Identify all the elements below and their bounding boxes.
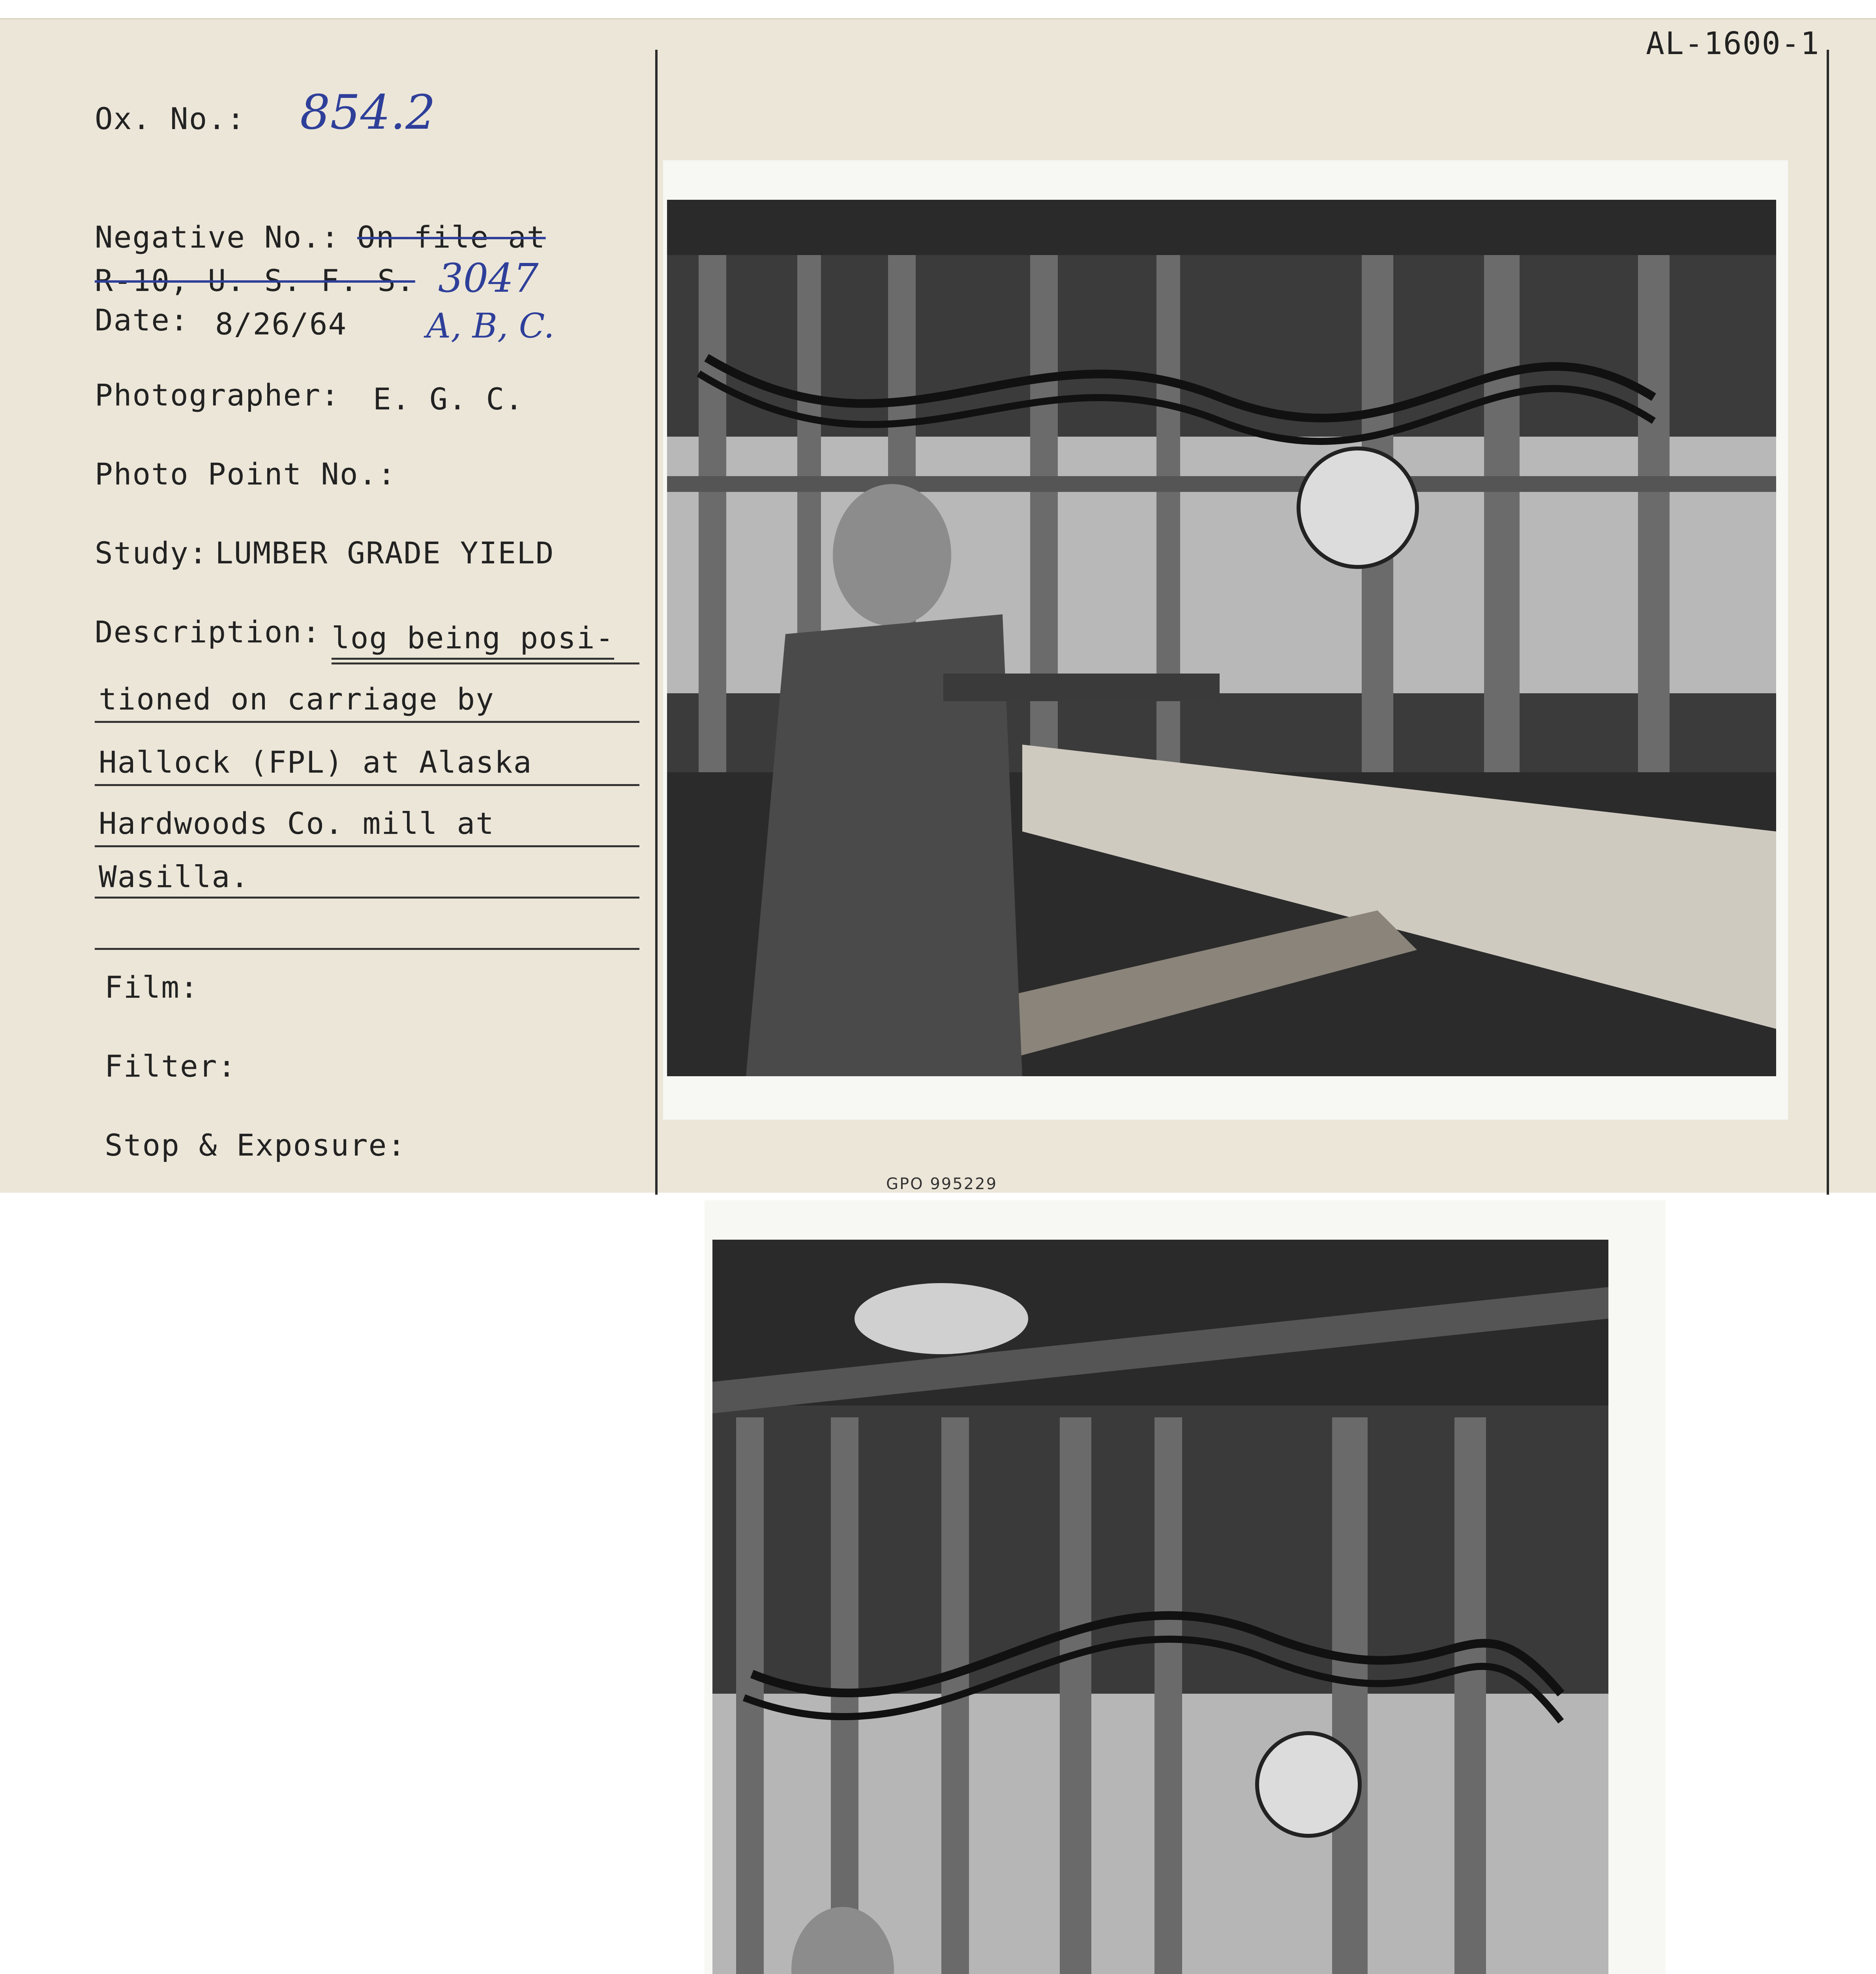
top-photo xyxy=(667,200,1776,1076)
film-label: Film: xyxy=(105,970,199,1005)
negative-printed-text-1: On file at xyxy=(357,220,546,255)
date-note: A, B, C. xyxy=(426,306,555,346)
ox-no-value: 854.2 xyxy=(300,85,436,140)
date-label: Date: xyxy=(95,302,189,338)
description-rule-4 xyxy=(95,845,639,847)
card-top-edge xyxy=(0,18,1876,19)
description-line-3: Hallock (FPL) at Alaska xyxy=(99,745,532,780)
description-rule-5 xyxy=(95,897,639,899)
negative-no-label: Negative No.: xyxy=(95,220,340,255)
study-value: LUMBER GRADE YIELD xyxy=(215,535,555,570)
date-value: 8/26/64 xyxy=(215,306,347,342)
top-photo-scene xyxy=(667,200,1776,1076)
ox-no-label: Ox. No.: xyxy=(95,101,246,136)
description-rule-2 xyxy=(95,721,639,723)
reference-code: AL-1600-1 xyxy=(1646,26,1820,62)
description-line-4: Hardwoods Co. mill at xyxy=(99,806,495,841)
right-margin-line xyxy=(1827,50,1829,1195)
bottom-photo xyxy=(712,1240,1608,1974)
description-line-1: log being posi- xyxy=(332,620,614,660)
column-divider xyxy=(655,50,658,1195)
description-rule-1 xyxy=(332,662,639,664)
description-rule-3 xyxy=(95,784,639,786)
printer-mark: GPO 995229 xyxy=(886,1175,998,1193)
photo-point-label: Photo Point No.: xyxy=(95,456,397,492)
description-line-5: Wasilla. xyxy=(99,859,250,894)
filter-label: Filter: xyxy=(105,1049,237,1084)
bottom-photo-scene xyxy=(712,1240,1608,1974)
description-label: Description: xyxy=(95,614,321,649)
description-rule-6 xyxy=(95,948,639,950)
stop-exposure-label: Stop & Exposure: xyxy=(105,1128,407,1163)
photographer-label: Photographer: xyxy=(95,377,340,413)
negative-printed-text-2: R-10, U. S. F. S. xyxy=(95,263,415,298)
description-line-2: tioned on carriage by xyxy=(99,681,495,717)
index-card xyxy=(0,18,1876,1193)
negative-no-value: 3047 xyxy=(438,255,539,301)
study-label: Study: xyxy=(95,535,208,570)
photographer-value: E. G. C. xyxy=(373,381,524,417)
